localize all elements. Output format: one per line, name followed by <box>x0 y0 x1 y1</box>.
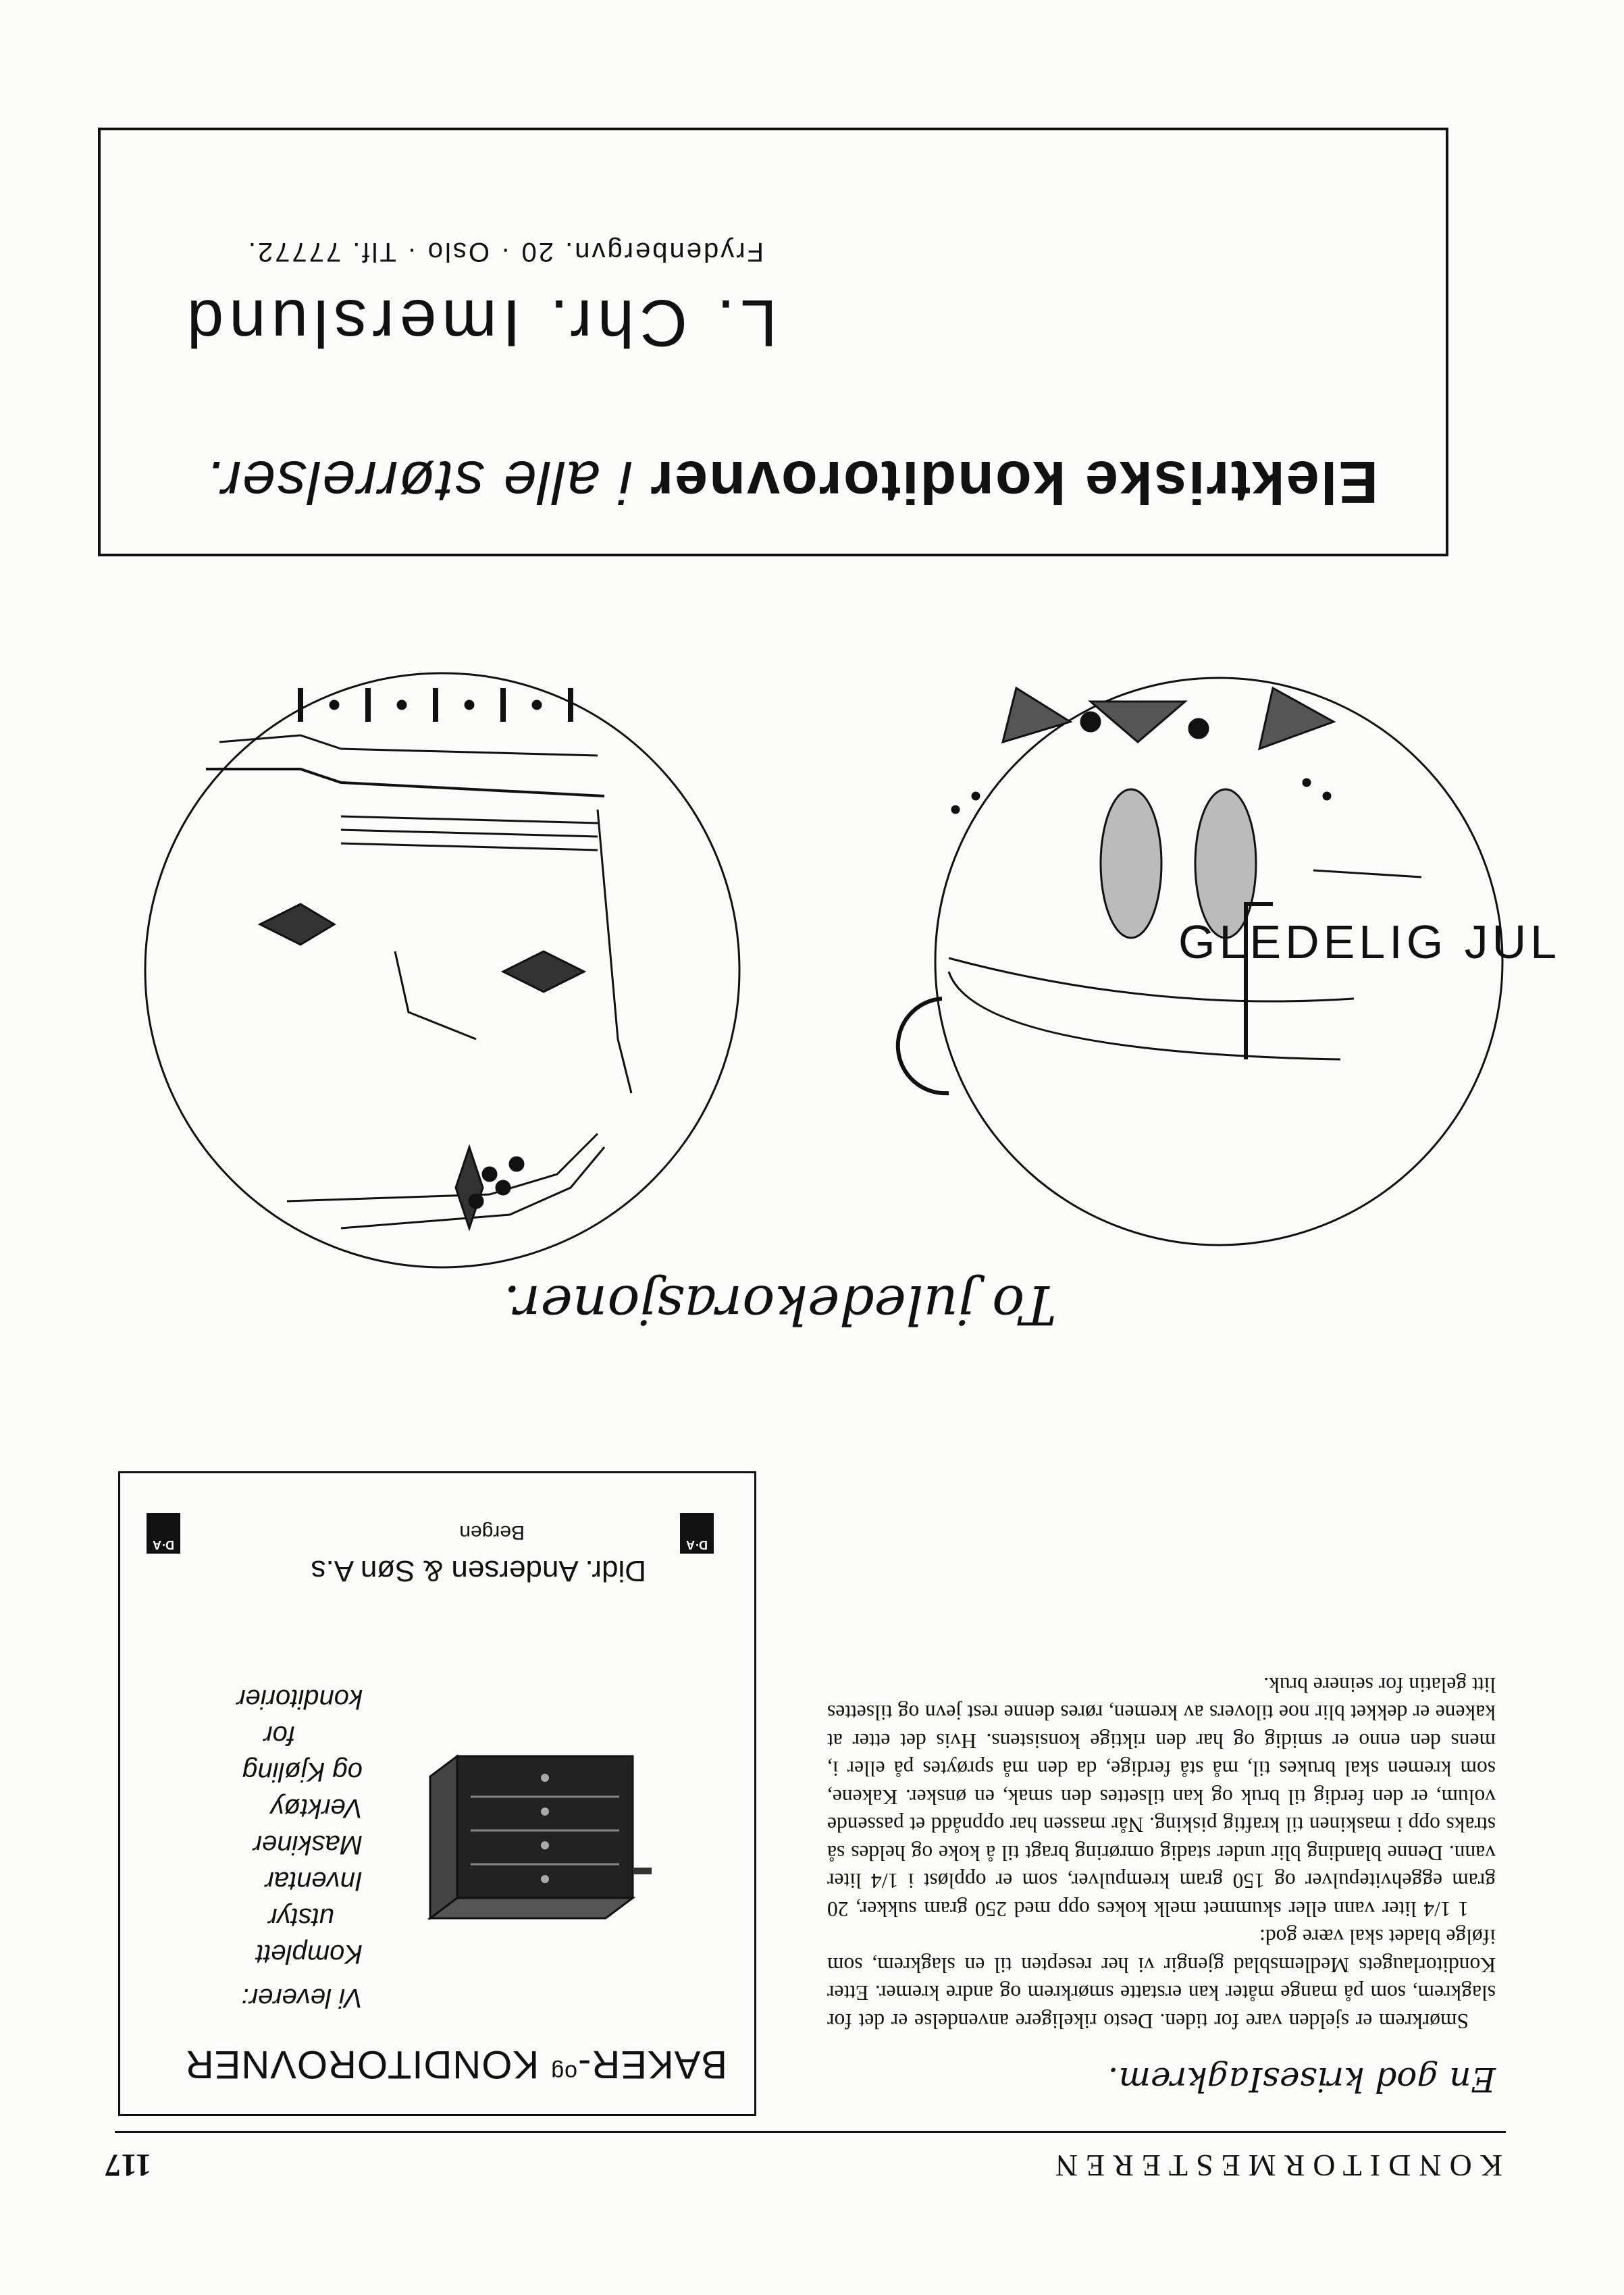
decorations-title: To juledekorasjoner. <box>503 1273 1057 1336</box>
holly-plate-illustration <box>145 673 739 1267</box>
ad-slogan <box>204 448 1378 517</box>
ad-item: Inventar <box>265 1866 363 1896</box>
pinecone-plate-illustration <box>898 678 1561 1245</box>
ad-item: Maskiner <box>253 1830 363 1859</box>
ad-item: Komplett <box>256 1939 363 1969</box>
plate-greeting-text: GLEDELIG JUL <box>1178 916 1561 968</box>
ad-slogan-bold: Elektriske konditorovner <box>649 449 1378 516</box>
publication-header: KONDITORMESTEREN <box>1047 2148 1502 2183</box>
ad-headline-part2: KONDITOROVNER <box>184 2042 540 2086</box>
ad-headline-og: og <box>550 2059 578 2086</box>
ad-company-name: L. Chr. Imerslund <box>181 286 777 361</box>
ad-company-name: Didr. Andersen & Søn A.s <box>311 1554 646 1587</box>
ad-item: Verktøy <box>270 1793 363 1823</box>
ad-company-city: Bergen <box>459 1521 525 1544</box>
company-logo-icon: D·A <box>147 1513 180 1554</box>
article-paragraph-1: Smørkrem er sjelden vare for tiden. Desto rikeligere anvendelse er det for slagkrem, som på mange måter kan erstatte smørkrem og andre kremer. Etter Konditorlaugets Medlemsblad gjengir vi her resepten til en slagkrem, som ifølge bladet skal være god: <box>827 1925 1496 2033</box>
ad-item: og Kjøling <box>242 1757 363 1787</box>
ad-item: for <box>263 1720 295 1750</box>
ad-item: konditorier <box>236 1684 363 1714</box>
page-number: 117 <box>105 2147 152 2183</box>
article-title: En god krisesIagkrem. <box>1107 2060 1496 2099</box>
ad-slogan-italic: i alle størrelser. <box>204 449 633 516</box>
ad-company-address: Frydenbergvn. 20 · Oslo · Tlf. 77772. <box>246 237 764 267</box>
ad-lead-text: Vi leverer: <box>241 1983 363 2013</box>
company-logo-icon: D·A <box>680 1513 714 1554</box>
ad-item: utstyr <box>268 1903 334 1932</box>
article-paragraph-2: 1 1/4 liter vann eller skummet melk kokes opp med 250 gram sukker, 20 gram eggehvitepulver og 150 gram krempulver, som er oppløst i 1/4 liter vann. Denne blanding blir under stadig omrøring bragt til å koke og heldes så straks opp i maskinen til kraftig pisking. Når massen har oppnådd et passende volum, er den ferdig til bruk og kan tilsettes den smak, en ønsker. Kakene, som kremen skal brukes til, må stå ferdige, da den må sprøytes på eller i, mens den enno er smidig og har den riktige konsistens. Hvis det etter at kakene er dekket blir noe tilovers av kremen, røres denne rest jevn og tilsettes litt gelatin for seinere bruk. <box>827 1673 1496 1921</box>
ad-headline-part1: BAKER- <box>577 2042 727 2086</box>
electric-ovens-advertisement <box>98 128 1448 556</box>
